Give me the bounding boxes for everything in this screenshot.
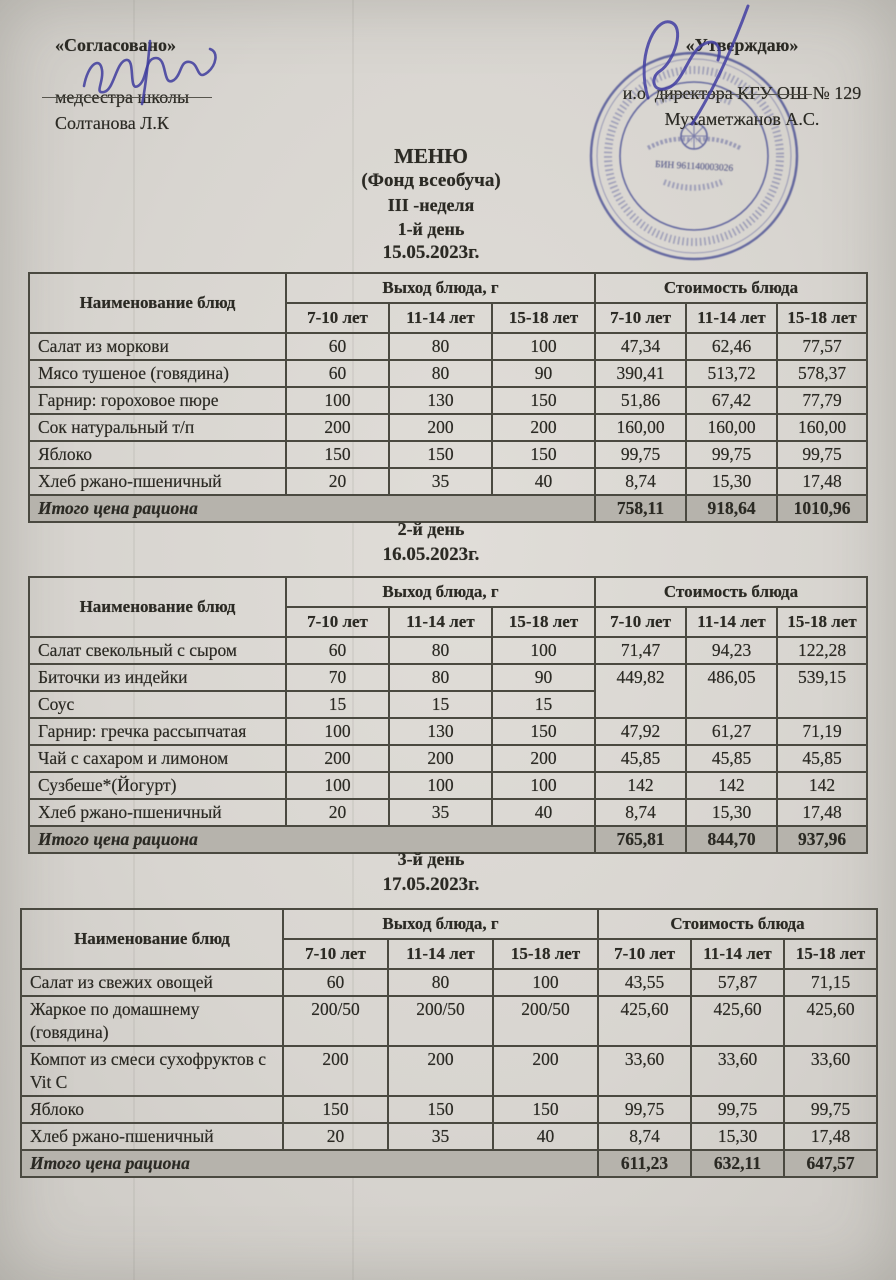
dish-name-cell: Яблоко xyxy=(21,1096,283,1123)
cost-value-cell: 160,00 xyxy=(777,414,867,441)
col-header-age: 7-10 лет xyxy=(598,939,691,969)
output-value-cell: 130 xyxy=(389,718,492,745)
output-value-cell: 90 xyxy=(492,664,595,691)
approval-left-title: «Согласовано» xyxy=(55,35,176,55)
total-value-cell: 611,23 xyxy=(598,1150,691,1177)
col-header-dish-name: Наименование блюд xyxy=(21,909,283,969)
cost-value-cell: 15,30 xyxy=(686,799,777,826)
output-value-cell: 200/50 xyxy=(388,996,493,1046)
cost-value-cell: 99,75 xyxy=(598,1096,691,1123)
output-value-cell: 60 xyxy=(286,333,389,360)
day2-label: 2-й день xyxy=(397,519,465,539)
cost-value-cell: 57,87 xyxy=(691,969,784,996)
menu-row xyxy=(21,1046,877,1096)
dish-name-cell: Соус xyxy=(29,691,286,718)
dish-name-cell: Биточки из индейки xyxy=(29,664,286,691)
output-value-cell: 80 xyxy=(389,333,492,360)
cost-value-cell: 425,60 xyxy=(598,996,691,1046)
total-value-cell: 844,70 xyxy=(686,826,777,853)
cost-value-cell: 539,15 xyxy=(777,664,867,718)
cost-value-cell: 17,48 xyxy=(784,1123,877,1150)
cost-value-cell: 99,75 xyxy=(784,1096,877,1123)
approval-right-block xyxy=(592,34,892,129)
dish-name-cell: Хлеб ржано-пшеничный xyxy=(29,468,286,495)
col-group-output: Выход блюда, г xyxy=(286,577,595,607)
cost-value-cell: 15,30 xyxy=(686,468,777,495)
cost-value-cell: 8,74 xyxy=(598,1123,691,1150)
output-value-cell: 15 xyxy=(492,691,595,718)
menu-table-day1 xyxy=(28,272,868,523)
cost-value-cell: 62,46 xyxy=(686,333,777,360)
output-value-cell: 200 xyxy=(283,1046,388,1096)
output-value-cell: 100 xyxy=(492,637,595,664)
dish-name-cell: Салат из свежих овощей xyxy=(21,969,283,996)
col-header-age: 15-18 лет xyxy=(784,939,877,969)
output-value-cell: 80 xyxy=(389,360,492,387)
day1-label: 1-й день xyxy=(397,219,465,239)
cost-value-cell: 77,79 xyxy=(777,387,867,414)
signature-line xyxy=(42,97,212,98)
cost-value-cell: 17,48 xyxy=(777,799,867,826)
output-value-cell: 35 xyxy=(389,799,492,826)
output-value-cell: 100 xyxy=(286,387,389,414)
menu-row xyxy=(29,799,867,826)
output-value-cell: 150 xyxy=(492,387,595,414)
dish-name-cell: Гарнир: гречка рассыпчатая xyxy=(29,718,286,745)
cost-value-cell: 15,30 xyxy=(691,1123,784,1150)
dish-name-cell: Хлеб ржано-пшеничный xyxy=(21,1123,283,1150)
cost-value-cell: 71,15 xyxy=(784,969,877,996)
cost-value-cell: 390,41 xyxy=(595,360,686,387)
approval-right-role: и.о. директора КГУ ОШ № 129 xyxy=(622,83,862,103)
output-value-cell: 60 xyxy=(286,637,389,664)
output-value-cell: 40 xyxy=(493,1123,598,1150)
col-header-age: 15-18 лет xyxy=(492,303,595,333)
cost-value-cell: 94,23 xyxy=(686,637,777,664)
output-value-cell: 150 xyxy=(388,1096,493,1123)
output-value-cell: 60 xyxy=(283,969,388,996)
col-header-age: 11-14 лет xyxy=(686,303,777,333)
dish-name-cell: Мясо тушеное (говядина) xyxy=(29,360,286,387)
output-value-cell: 200 xyxy=(492,745,595,772)
total-row xyxy=(21,1150,877,1177)
cost-value-cell: 142 xyxy=(595,772,686,799)
cost-value-cell: 142 xyxy=(686,772,777,799)
output-value-cell: 20 xyxy=(286,799,389,826)
output-value-cell: 15 xyxy=(286,691,389,718)
cost-value-cell: 425,60 xyxy=(691,996,784,1046)
output-value-cell: 200/50 xyxy=(283,996,388,1046)
menu-row xyxy=(21,1096,877,1123)
col-group-output: Выход блюда, г xyxy=(286,273,595,303)
col-header-age: 7-10 лет xyxy=(595,303,686,333)
cost-value-cell: 33,60 xyxy=(598,1046,691,1096)
cost-value-cell: 71,19 xyxy=(777,718,867,745)
menu-row xyxy=(29,637,867,664)
cost-value-cell: 77,57 xyxy=(777,333,867,360)
output-value-cell: 150 xyxy=(389,441,492,468)
output-value-cell: 20 xyxy=(286,468,389,495)
menu-row xyxy=(29,468,867,495)
menu-table-day2 xyxy=(28,576,868,854)
stamp-bin-text: БИН 961140003026 xyxy=(654,159,734,175)
output-value-cell: 100 xyxy=(389,772,492,799)
cost-value-cell: 61,27 xyxy=(686,718,777,745)
output-value-cell: 40 xyxy=(492,468,595,495)
total-label-cell: Итого цена рациона xyxy=(21,1150,598,1177)
menu-row xyxy=(21,969,877,996)
output-value-cell: 100 xyxy=(286,718,389,745)
approval-right-title: «Утверждаю» xyxy=(685,35,799,55)
output-value-cell: 100 xyxy=(492,333,595,360)
day3-label: 3-й день xyxy=(397,849,465,869)
total-label-cell: Итого цена рациона xyxy=(29,826,595,853)
cost-value-cell: 8,74 xyxy=(595,468,686,495)
output-value-cell: 60 xyxy=(286,360,389,387)
col-header-age: 15-18 лет xyxy=(777,607,867,637)
dish-name-cell: Жаркое по домашнему (говядина) xyxy=(21,996,283,1046)
col-header-age: 11-14 лет xyxy=(389,303,492,333)
cost-value-cell: 99,75 xyxy=(686,441,777,468)
day2-heading xyxy=(0,517,862,567)
total-value-cell: 1010,96 xyxy=(777,495,867,522)
col-header-age: 11-14 лет xyxy=(388,939,493,969)
menu-row xyxy=(29,745,867,772)
menu-row xyxy=(29,414,867,441)
output-value-cell: 100 xyxy=(492,772,595,799)
cost-value-cell: 99,75 xyxy=(595,441,686,468)
total-value-cell: 918,64 xyxy=(686,495,777,522)
output-value-cell: 150 xyxy=(286,441,389,468)
cost-value-cell: 142 xyxy=(777,772,867,799)
output-value-cell: 150 xyxy=(493,1096,598,1123)
col-header-dish-name: Наименование блюд xyxy=(29,577,286,637)
output-value-cell: 15 xyxy=(389,691,492,718)
col-header-age: 11-14 лет xyxy=(691,939,784,969)
total-value-cell: 937,96 xyxy=(777,826,867,853)
col-header-age: 7-10 лет xyxy=(286,607,389,637)
output-value-cell: 150 xyxy=(283,1096,388,1123)
approval-right-name: Мухаметжанов А.С. xyxy=(664,109,820,129)
cost-value-cell: 33,60 xyxy=(784,1046,877,1096)
col-header-age: 7-10 лет xyxy=(286,303,389,333)
approval-left-name: Солтанова Л.К xyxy=(55,113,169,133)
output-value-cell: 80 xyxy=(389,664,492,691)
col-header-age: 15-18 лет xyxy=(777,303,867,333)
dish-name-cell: Сок натуральный т/п xyxy=(29,414,286,441)
dish-name-cell: Хлеб ржано-пшеничный xyxy=(29,799,286,826)
col-group-cost: Стоимость блюда xyxy=(595,577,867,607)
output-value-cell: 100 xyxy=(493,969,598,996)
cost-value-cell: 67,42 xyxy=(686,387,777,414)
output-value-cell: 20 xyxy=(283,1123,388,1150)
menu-table-day3 xyxy=(20,908,878,1178)
output-value-cell: 150 xyxy=(492,441,595,468)
dish-name-cell: Салат из моркови xyxy=(29,333,286,360)
output-value-cell: 200 xyxy=(493,1046,598,1096)
menu-row xyxy=(29,441,867,468)
col-header-age: 7-10 лет xyxy=(595,607,686,637)
output-value-cell: 130 xyxy=(389,387,492,414)
output-value-cell: 150 xyxy=(492,718,595,745)
menu-row xyxy=(21,996,877,1046)
menu-subtitle: (Фонд всеобуча) xyxy=(361,170,501,191)
day2-date: 16.05.2023г. xyxy=(382,544,480,565)
menu-row xyxy=(29,387,867,414)
menu-row xyxy=(29,664,867,691)
col-group-cost: Стоимость блюда xyxy=(595,273,867,303)
cost-value-cell: 33,60 xyxy=(691,1046,784,1096)
cost-value-cell: 160,00 xyxy=(686,414,777,441)
col-header-age: 7-10 лет xyxy=(283,939,388,969)
menu-title-block xyxy=(0,143,862,265)
cost-value-cell: 43,55 xyxy=(598,969,691,996)
output-value-cell: 80 xyxy=(388,969,493,996)
cost-value-cell: 99,75 xyxy=(777,441,867,468)
total-value-cell: 632,11 xyxy=(691,1150,784,1177)
dish-name-cell: Сузбеше*(Йогурт) xyxy=(29,772,286,799)
menu-title: МЕНЮ xyxy=(394,144,468,168)
approval-left-block xyxy=(55,34,305,133)
cost-value-cell: 71,47 xyxy=(595,637,686,664)
menu-row xyxy=(29,360,867,387)
menu-row xyxy=(29,333,867,360)
dish-name-cell: Гарнир: гороховое пюре xyxy=(29,387,286,414)
header-row-groups xyxy=(21,909,877,939)
output-value-cell: 35 xyxy=(388,1123,493,1150)
cost-value-cell: 486,05 xyxy=(686,664,777,718)
cost-value-cell: 47,34 xyxy=(595,333,686,360)
dish-name-cell: Чай с сахаром и лимоном xyxy=(29,745,286,772)
total-value-cell: 647,57 xyxy=(784,1150,877,1177)
output-value-cell: 200 xyxy=(286,414,389,441)
cost-value-cell: 513,72 xyxy=(686,360,777,387)
cost-value-cell: 17,48 xyxy=(777,468,867,495)
cost-value-cell: 578,37 xyxy=(777,360,867,387)
dish-name-cell: Яблоко xyxy=(29,441,286,468)
output-value-cell: 100 xyxy=(286,772,389,799)
header-row-groups xyxy=(29,273,867,303)
total-value-cell: 758,11 xyxy=(595,495,686,522)
col-header-age: 15-18 лет xyxy=(493,939,598,969)
cost-value-cell: 425,60 xyxy=(784,996,877,1046)
output-value-cell: 40 xyxy=(492,799,595,826)
cost-value-cell: 160,00 xyxy=(595,414,686,441)
col-header-age: 11-14 лет xyxy=(389,607,492,637)
menu-row xyxy=(29,718,867,745)
output-value-cell: 35 xyxy=(389,468,492,495)
signature-line xyxy=(660,94,812,95)
output-value-cell: 200 xyxy=(286,745,389,772)
cost-value-cell: 99,75 xyxy=(691,1096,784,1123)
output-value-cell: 70 xyxy=(286,664,389,691)
col-header-age: 15-18 лет xyxy=(492,607,595,637)
cost-value-cell: 8,74 xyxy=(595,799,686,826)
cost-value-cell: 51,86 xyxy=(595,387,686,414)
output-value-cell: 90 xyxy=(492,360,595,387)
col-header-dish-name: Наименование блюд xyxy=(29,273,286,333)
cost-value-cell: 122,28 xyxy=(777,637,867,664)
output-value-cell: 200 xyxy=(389,745,492,772)
col-group-cost: Стоимость блюда xyxy=(598,909,877,939)
header-row-groups xyxy=(29,577,867,607)
cost-value-cell: 47,92 xyxy=(595,718,686,745)
menu-row xyxy=(29,772,867,799)
dish-name-cell: Компот из смеси сухофруктов с Vit C xyxy=(21,1046,283,1096)
approval-left-role: медсестра школы xyxy=(55,87,190,107)
day3-date: 17.05.2023г. xyxy=(382,874,480,895)
output-value-cell: 80 xyxy=(389,637,492,664)
cost-value-cell: 45,85 xyxy=(686,745,777,772)
cost-value-cell: 449,82 xyxy=(595,664,686,718)
col-group-output: Выход блюда, г xyxy=(283,909,598,939)
output-value-cell: 200 xyxy=(389,414,492,441)
output-value-cell: 200/50 xyxy=(493,996,598,1046)
total-value-cell: 765,81 xyxy=(595,826,686,853)
total-label-cell: Итого цена рациона xyxy=(29,495,595,522)
output-value-cell: 200 xyxy=(388,1046,493,1096)
menu-week: III -неделя xyxy=(387,195,475,215)
cost-value-cell: 45,85 xyxy=(777,745,867,772)
menu-row xyxy=(21,1123,877,1150)
dish-name-cell: Салат свекольный с сыром xyxy=(29,637,286,664)
output-value-cell: 200 xyxy=(492,414,595,441)
day1-date: 15.05.2023г. xyxy=(382,242,480,263)
day3-heading xyxy=(0,847,862,897)
col-header-age: 11-14 лет xyxy=(686,607,777,637)
cost-value-cell: 45,85 xyxy=(595,745,686,772)
